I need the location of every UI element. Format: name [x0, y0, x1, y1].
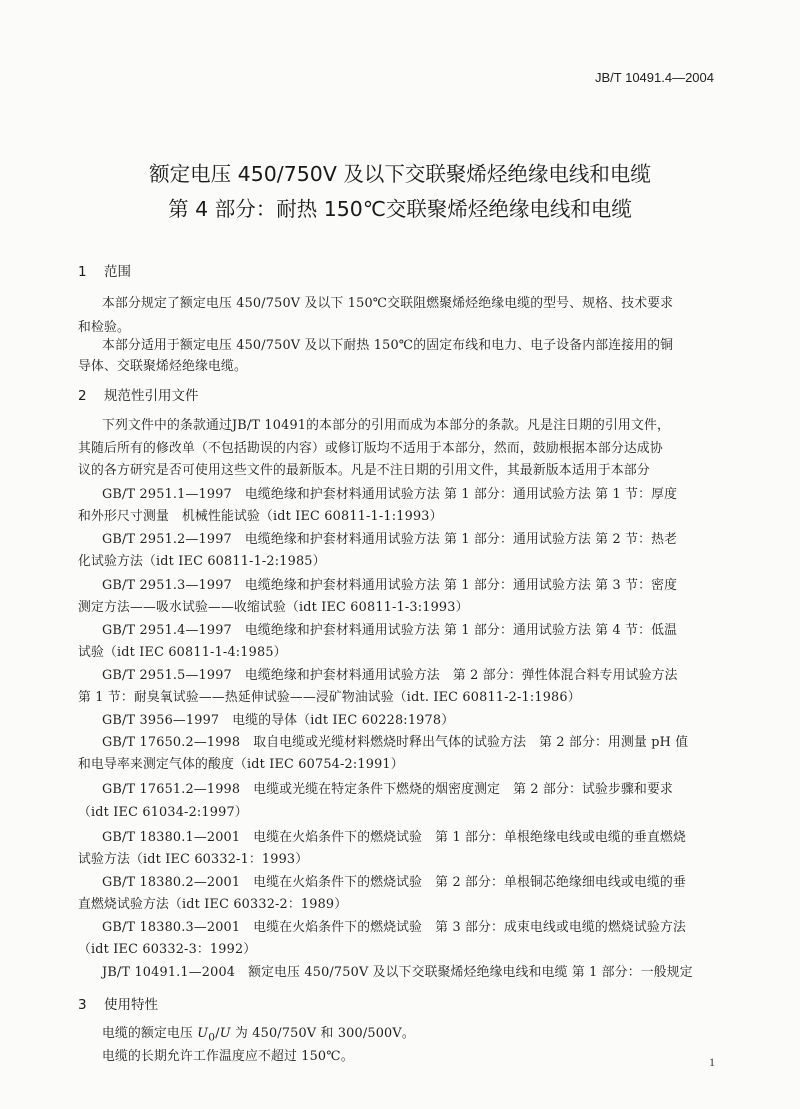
text-fragment: 为 450/750V 和 300/500V。 [230, 1026, 415, 1041]
variable-u: U [197, 1026, 209, 1041]
section-3-heading [78, 993, 158, 1013]
reference-item: GB/T 2951.1—1997 电缆绝缘和护套材料通用试验方法 第 1 部分：通用试验方法 第 1 节：厚度 [102, 487, 678, 502]
paragraph: 电缆的长期允许工作温度应不超过 150℃。 [102, 1049, 354, 1064]
section-number: 2 [78, 388, 87, 404]
document-title-line1: 额定电压 450/750V 及以下交联聚烯烃绝缘电线和电缆 [149, 162, 651, 186]
reference-item-continuation: （idt IEC 60332-3：1992） [78, 942, 257, 957]
reference-item-continuation: 直燃烧试验方法（idt IEC 60332-2：1989） [78, 897, 348, 912]
paragraph [102, 1022, 415, 1044]
section-title: 规范性引用文件 [104, 388, 199, 404]
reference-item: GB/T 17651.2—1998 电缆或光缆在特定条件下燃烧的烟密度测定 第 2 部分：试验步骤和要求 [102, 782, 674, 797]
page-number: 1 [709, 1055, 715, 1069]
paragraph: 本部分规定了额定电压 450/750V 及以下 150℃交联阻燃聚烯烃绝缘电缆的型号、规格、技术要求 [102, 296, 674, 311]
subscript: 0 [208, 1030, 216, 1044]
paragraph-continuation: 议的各方研究是否可使用这些文件的最新版本。凡是不注日期的引用文件，其最新版本适用于本部分 [78, 463, 650, 478]
section-number: 1 [78, 264, 87, 280]
reference-item: GB/T 17650.2—1998 取自电缆或光缆材料燃烧时释出气体的试验方法 第 2 部分：用测量 pH 值 [102, 735, 689, 750]
text-fragment: / [215, 1026, 220, 1041]
paragraph-continuation: 和检验。 [78, 320, 130, 335]
reference-item-continuation: 和外形尺寸测量 机械性能试验（idt IEC 60811-1-1:1993） [78, 509, 443, 524]
reference-item: GB/T 18380.3—2001 电缆在火焰条件下的燃烧试验 第 3 部分：成束电线或电缆的燃烧试验方法 [102, 920, 686, 935]
paragraph-continuation: 导体、交联聚烯烃绝缘电缆。 [78, 359, 247, 374]
reference-item-continuation: 第 1 节：耐臭氧试验——热延伸试验——浸矿物油试验（idt. IEC 60811-2-1:1986） [78, 690, 581, 705]
text-fragment: 电缆的额定电压 [102, 1026, 198, 1041]
paragraph: 下列文件中的条款通过JB/T 10491的本部分的引用而成为本部分的条款。凡是注日期的引用文件， [102, 418, 671, 433]
reference-item: GB/T 2951.2—1997 电缆绝缘和护套材料通用试验方法 第 1 部分：通用试验方法 第 2 节：热老 [102, 532, 678, 547]
reference-item-continuation: 试验（idt IEC 60811-1-4:1985） [78, 645, 287, 660]
variable-u: U [219, 1026, 231, 1041]
section-title: 使用特性 [104, 997, 158, 1013]
paragraph: 本部分适用于额定电压 450/750V 及以下耐热 150℃的固定布线和电力、电子设备内部连接用的铜 [102, 338, 674, 353]
paragraph-continuation: 其随后所有的修改单（不包括勘误的内容）或修订版均不适用于本部分，然而，鼓励根据本部分达成协 [78, 441, 663, 456]
standard-number: JB/T 10491.4—2004 [594, 70, 714, 85]
section-1-heading [78, 260, 131, 280]
document-title-line2: 第 4 部分：耐热 150℃交联聚烯烃绝缘电线和电缆 [168, 197, 632, 221]
reference-item-continuation: 测定方法——吸水试验——收缩试验（idt IEC 60811-1-3:1993） [78, 600, 469, 615]
reference-item-continuation: （idt IEC 61034-2:1997） [78, 805, 248, 820]
reference-item: GB/T 2951.5—1997 电缆绝缘和护套材料通用试验方法 第 2 部分：弹性体混合料专用试验方法 [102, 668, 678, 683]
reference-item: GB/T 2951.3—1997 电缆绝缘和护套材料通用试验方法 第 1 部分：通用试验方法 第 3 节：密度 [102, 578, 678, 593]
reference-item: JB/T 10491.1—2004 额定电压 450/750V 及以下交联聚烯烃绝缘电线和电缆 第 1 部分：一般规定 [102, 965, 693, 980]
reference-item-continuation: 和电导率来测定气体的酸度（idt IEC 60754-2:1991） [78, 757, 404, 772]
reference-item: GB/T 18380.1—2001 电缆在火焰条件下的燃烧试验 第 1 部分：单根绝缘电线或电缆的垂直燃烧 [102, 830, 686, 845]
reference-item: GB/T 2951.4—1997 电缆绝缘和护套材料通用试验方法 第 1 部分：通用试验方法 第 4 节：低温 [102, 623, 678, 638]
section-2-heading [78, 384, 199, 404]
reference-item-continuation: 试验方法（idt IEC 60332-1：1993） [78, 852, 309, 867]
reference-item: GB/T 3956—1997 电缆的导体（idt IEC 60228:1978） [102, 713, 455, 728]
reference-item-continuation: 化试验方法（idt IEC 60811-1-2:1985） [78, 554, 326, 569]
reference-item: GB/T 18380.2—2001 电缆在火焰条件下的燃烧试验 第 2 部分：单根铜芯绝缘细电线或电缆的垂 [102, 875, 686, 890]
section-number: 3 [78, 997, 87, 1013]
section-title: 范围 [104, 264, 131, 280]
